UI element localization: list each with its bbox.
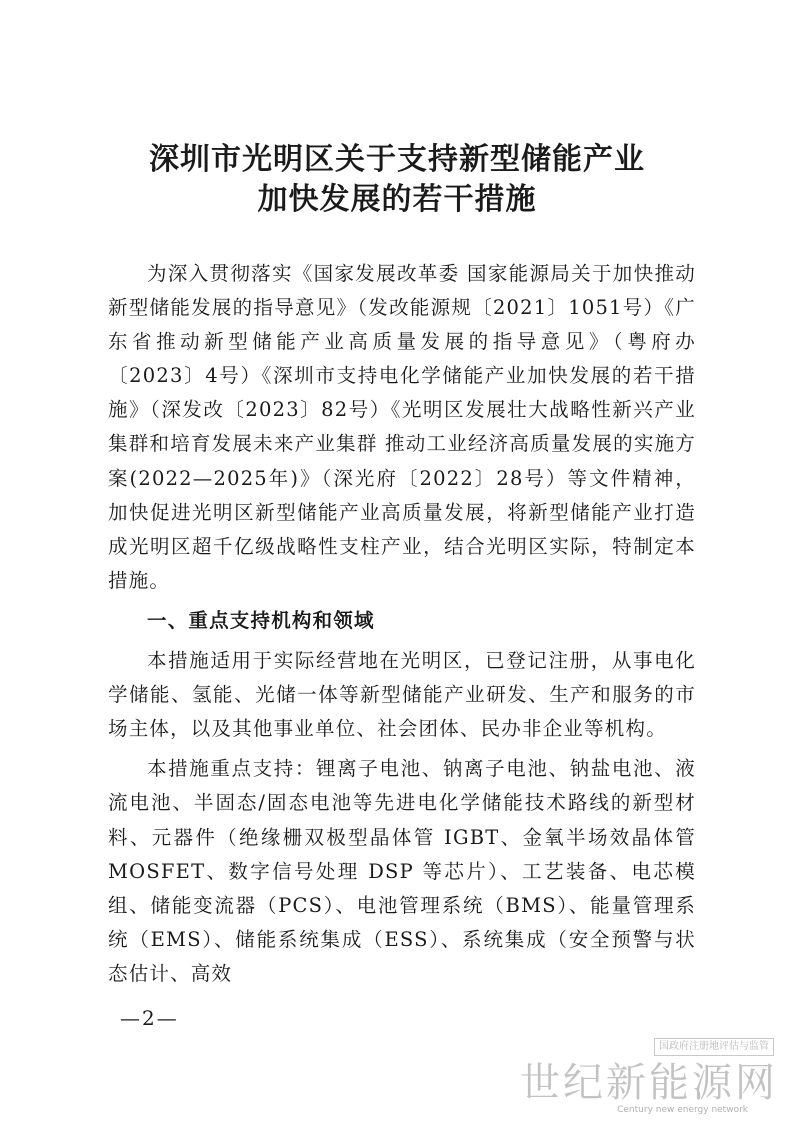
section-heading-1: 一、重点支持机构和领域 — [147, 608, 375, 632]
paragraph-intro: 为深入贯彻落实《国家发展改革委 国家能源局关于加快推动新型储能发展的指导意见》（发改能源规〔2021〕1051号）《广东省推动新型储能产业高质量发展的指导意见》（粤府办〔2023〕4号）《深圳市支持电化学储能产业加快发展的若干措施》（深发改〔2023〕82号）《光明区发展壮大战略性新兴产业集群和培育发展未来产业集群 推动工业经济高质量发展的实施方案(2022—2025年)》（深光府〔2022〕28号）等文件精神，加快促进光明区新型储能产业高质量发展，将新型储能产业打造成光明区超千亿级战略性支柱产业，结合光明区实际，特制定本措施。 — [108, 262, 696, 592]
page-number: —2— — [120, 1006, 179, 1030]
title-line-2: 加快发展的若干措施 — [257, 182, 537, 217]
paragraph-scope: 本措施适用于实际经营地在光明区，已登记注册，从事电化学储能、氢能、光储一体等新型储能产业研发、生产和服务的市场主体，以及其他事业单位、社会团体、民办非企业等机构。 — [108, 649, 696, 741]
watermark-top-text: 国政府注册地评估与监管 — [654, 1038, 774, 1056]
paragraph-focus: 本措施重点支持：锂离子电池、钠离子电池、钠盐电池、液流电池、半固态/固态电池等先进电化学储能技术路线的新型材料、元器件（绝缘栅双极型晶体管 IGBT、金氧半场效晶体管 MOSFET、数字信号处理 DSP 等芯片）、工艺装备、电芯模组、储能变流器（PCS）、电池管理系统（BMS）、能量管理系统（EMS）、储能系统集成（ESS）、系统集成（安全预警与状态估计、高效 — [108, 757, 696, 985]
document-title — [80, 140, 714, 220]
watermark — [520, 1038, 788, 1118]
watermark-logo-text: 世纪新能源网 — [520, 1060, 778, 1106]
document-body — [108, 257, 696, 991]
title-line-1: 深圳市光明区关于支持新型储能产业 — [149, 142, 645, 177]
watermark-subtitle: Century new energy network — [617, 1105, 748, 1115]
